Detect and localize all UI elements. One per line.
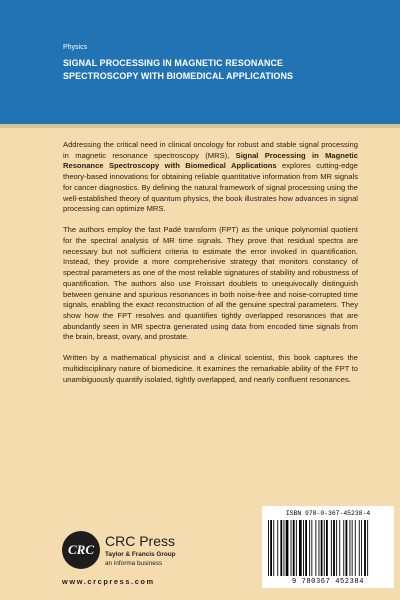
header-divider: [0, 124, 400, 128]
subject-label: Physics: [63, 44, 88, 51]
publisher-url[interactable]: www.crcpress.com: [62, 577, 155, 586]
paragraph-1-text-b: explores cutting-edge theory-based innovations for obtaining reliable quantitative information from MR signals for cancer diagnostics. By defining the natural framework of signal processing using the well-established theory of quantum physics, the book illustrates how advances in signal processing can optimize MRS.: [63, 161, 359, 214]
paragraph-3: Written by a mathematical physicist and a clinical scientist, this book captures the multidisciplinary nature of biomedicine. It examines the remarkable ability of the FPT to unambiguously quantify isolated, tightly overlapped, and nearly confluent resonances.: [63, 353, 358, 384]
paragraph-1: [63, 140, 358, 215]
publisher-business: an informa business: [105, 560, 163, 567]
publisher-name: CRC Press: [105, 533, 176, 549]
isbn-label: ISBN 978-0-367-45238-4: [285, 510, 371, 517]
publisher-logo: [62, 528, 232, 578]
logo-mark: CRC: [67, 542, 94, 557]
barcode-bars: [266, 520, 390, 578]
publisher-group: Taylor & Francis Group: [105, 551, 176, 558]
paragraph-1-text-a: Addressing the critical need in clinical oncology for robust and stable signal processing in magnetic resonance spectroscopy (MRS),: [63, 140, 358, 160]
paragraph-2: The authors employ the fast Padé transform (FPT) as the unique polynomial quotient for the spectral analysis of MR time signals. They prove that residual spectra are necessary but not sufficient criteria to estimate the error invoked in quantification. Instead, they provide a more comprehensive strategy that monitors constancy of spectral parameters as one of the most reliable signatures of stability and robustness of quantification. The authors also use Froissart doublets to unequivocally distinguish between genuine and spurious resonances in both noise-free and noise-corrupted time signals, enabling the exact reconstruction of all the genuine spectral parameters. They show how the FPT resolves and quantifies tightly overlapped resonances that are abundantly seen in MR spectra generated using data from encoded time signals from the brain, breast, ovary, and prostate.: [63, 225, 358, 342]
paragraph-1-bold-title: Signal Processing in Magnetic Resonance Spectroscopy with Biomedical Applications: [63, 150, 358, 171]
description: [63, 140, 358, 396]
book-title: SIGNAL PROCESSING IN MAGNETIC RESONANCE SPECTROSCOPY WITH BIOMEDICAL APPLICATIONS: [63, 58, 294, 82]
barcode: [262, 506, 394, 588]
barcode-digits: 9 780367 452384: [291, 578, 364, 586]
crc-logo-icon: [62, 531, 100, 569]
